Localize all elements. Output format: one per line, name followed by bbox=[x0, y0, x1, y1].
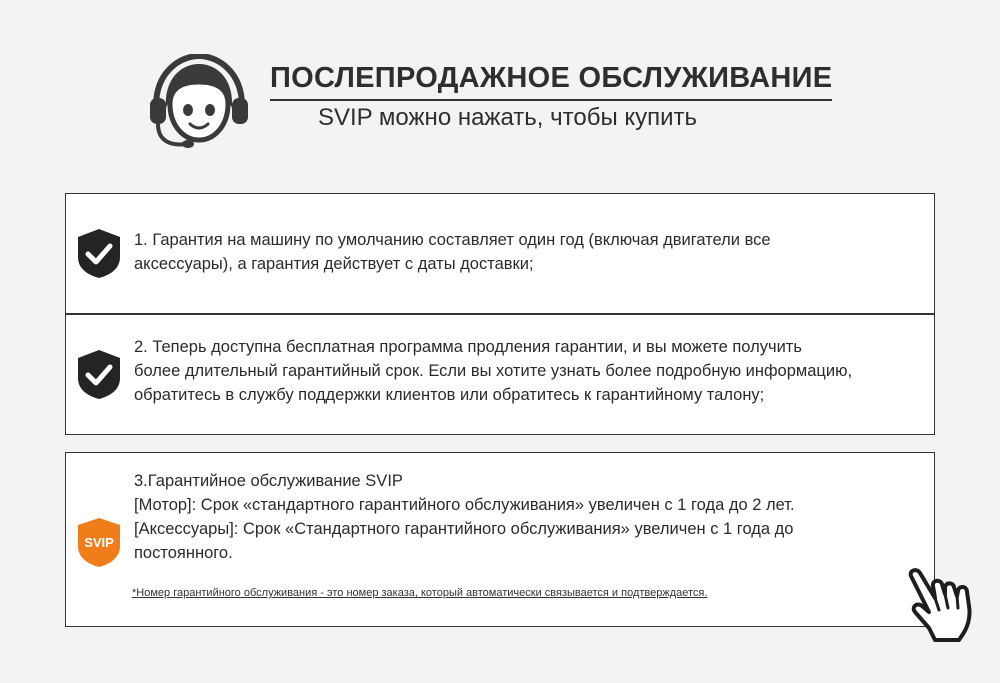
text-line: аксессуары), а гарантия действует с даты доставки; bbox=[134, 255, 534, 273]
warranty-item-text bbox=[134, 228, 924, 276]
text-line: [Аксессуары]: Срок «Стандартного гарантийного обслуживания» увеличен с 1 года до bbox=[134, 520, 794, 538]
text-line: постоянного. bbox=[134, 544, 233, 562]
page-subtitle: SVIP можно нажать, чтобы купить bbox=[318, 104, 698, 131]
svip-shield-icon[interactable] bbox=[76, 516, 122, 568]
text-line: 2. Теперь доступна бесплатная программа продления гарантии, и вы можете получить bbox=[134, 338, 802, 356]
warranty-item-2 bbox=[65, 314, 935, 435]
pointing-hand-icon bbox=[905, 566, 991, 644]
text-line: 1. Гарантия на машину по умолчанию составляет один год (включая двигатели все bbox=[134, 231, 771, 249]
warranty-item-1 bbox=[65, 193, 935, 314]
warranty-item-3 bbox=[65, 452, 935, 627]
text-line: 3.Гарантийное обслуживание SVIP bbox=[134, 472, 403, 490]
footnote: *Номер гарантийного обслуживания - это номер заказа, который автоматически связывается и подтверждается. bbox=[132, 587, 708, 599]
warranty-item-text bbox=[134, 335, 924, 407]
support-agent-icon bbox=[146, 54, 252, 150]
text-line: обратитесь в службу поддержки клиентов или обратитесь к гарантийному талону; bbox=[134, 386, 765, 404]
page-title: ПОСЛЕПРОДАЖНОЕ ОБСЛУЖИВАНИЕ bbox=[270, 62, 832, 101]
header bbox=[0, 0, 1000, 180]
warranty-item-text bbox=[134, 469, 924, 565]
svip-badge-label: SVIP bbox=[84, 535, 114, 550]
shield-check-icon bbox=[76, 348, 122, 400]
text-line: [Мотор]: Срок «стандартного гарантийного обслуживания» увеличен с 1 года до 2 лет. bbox=[134, 496, 795, 514]
shield-check-icon bbox=[76, 227, 122, 279]
text-line: более длительный гарантийный срок. Если вы хотите узнать более подробную информацию, bbox=[134, 362, 853, 380]
